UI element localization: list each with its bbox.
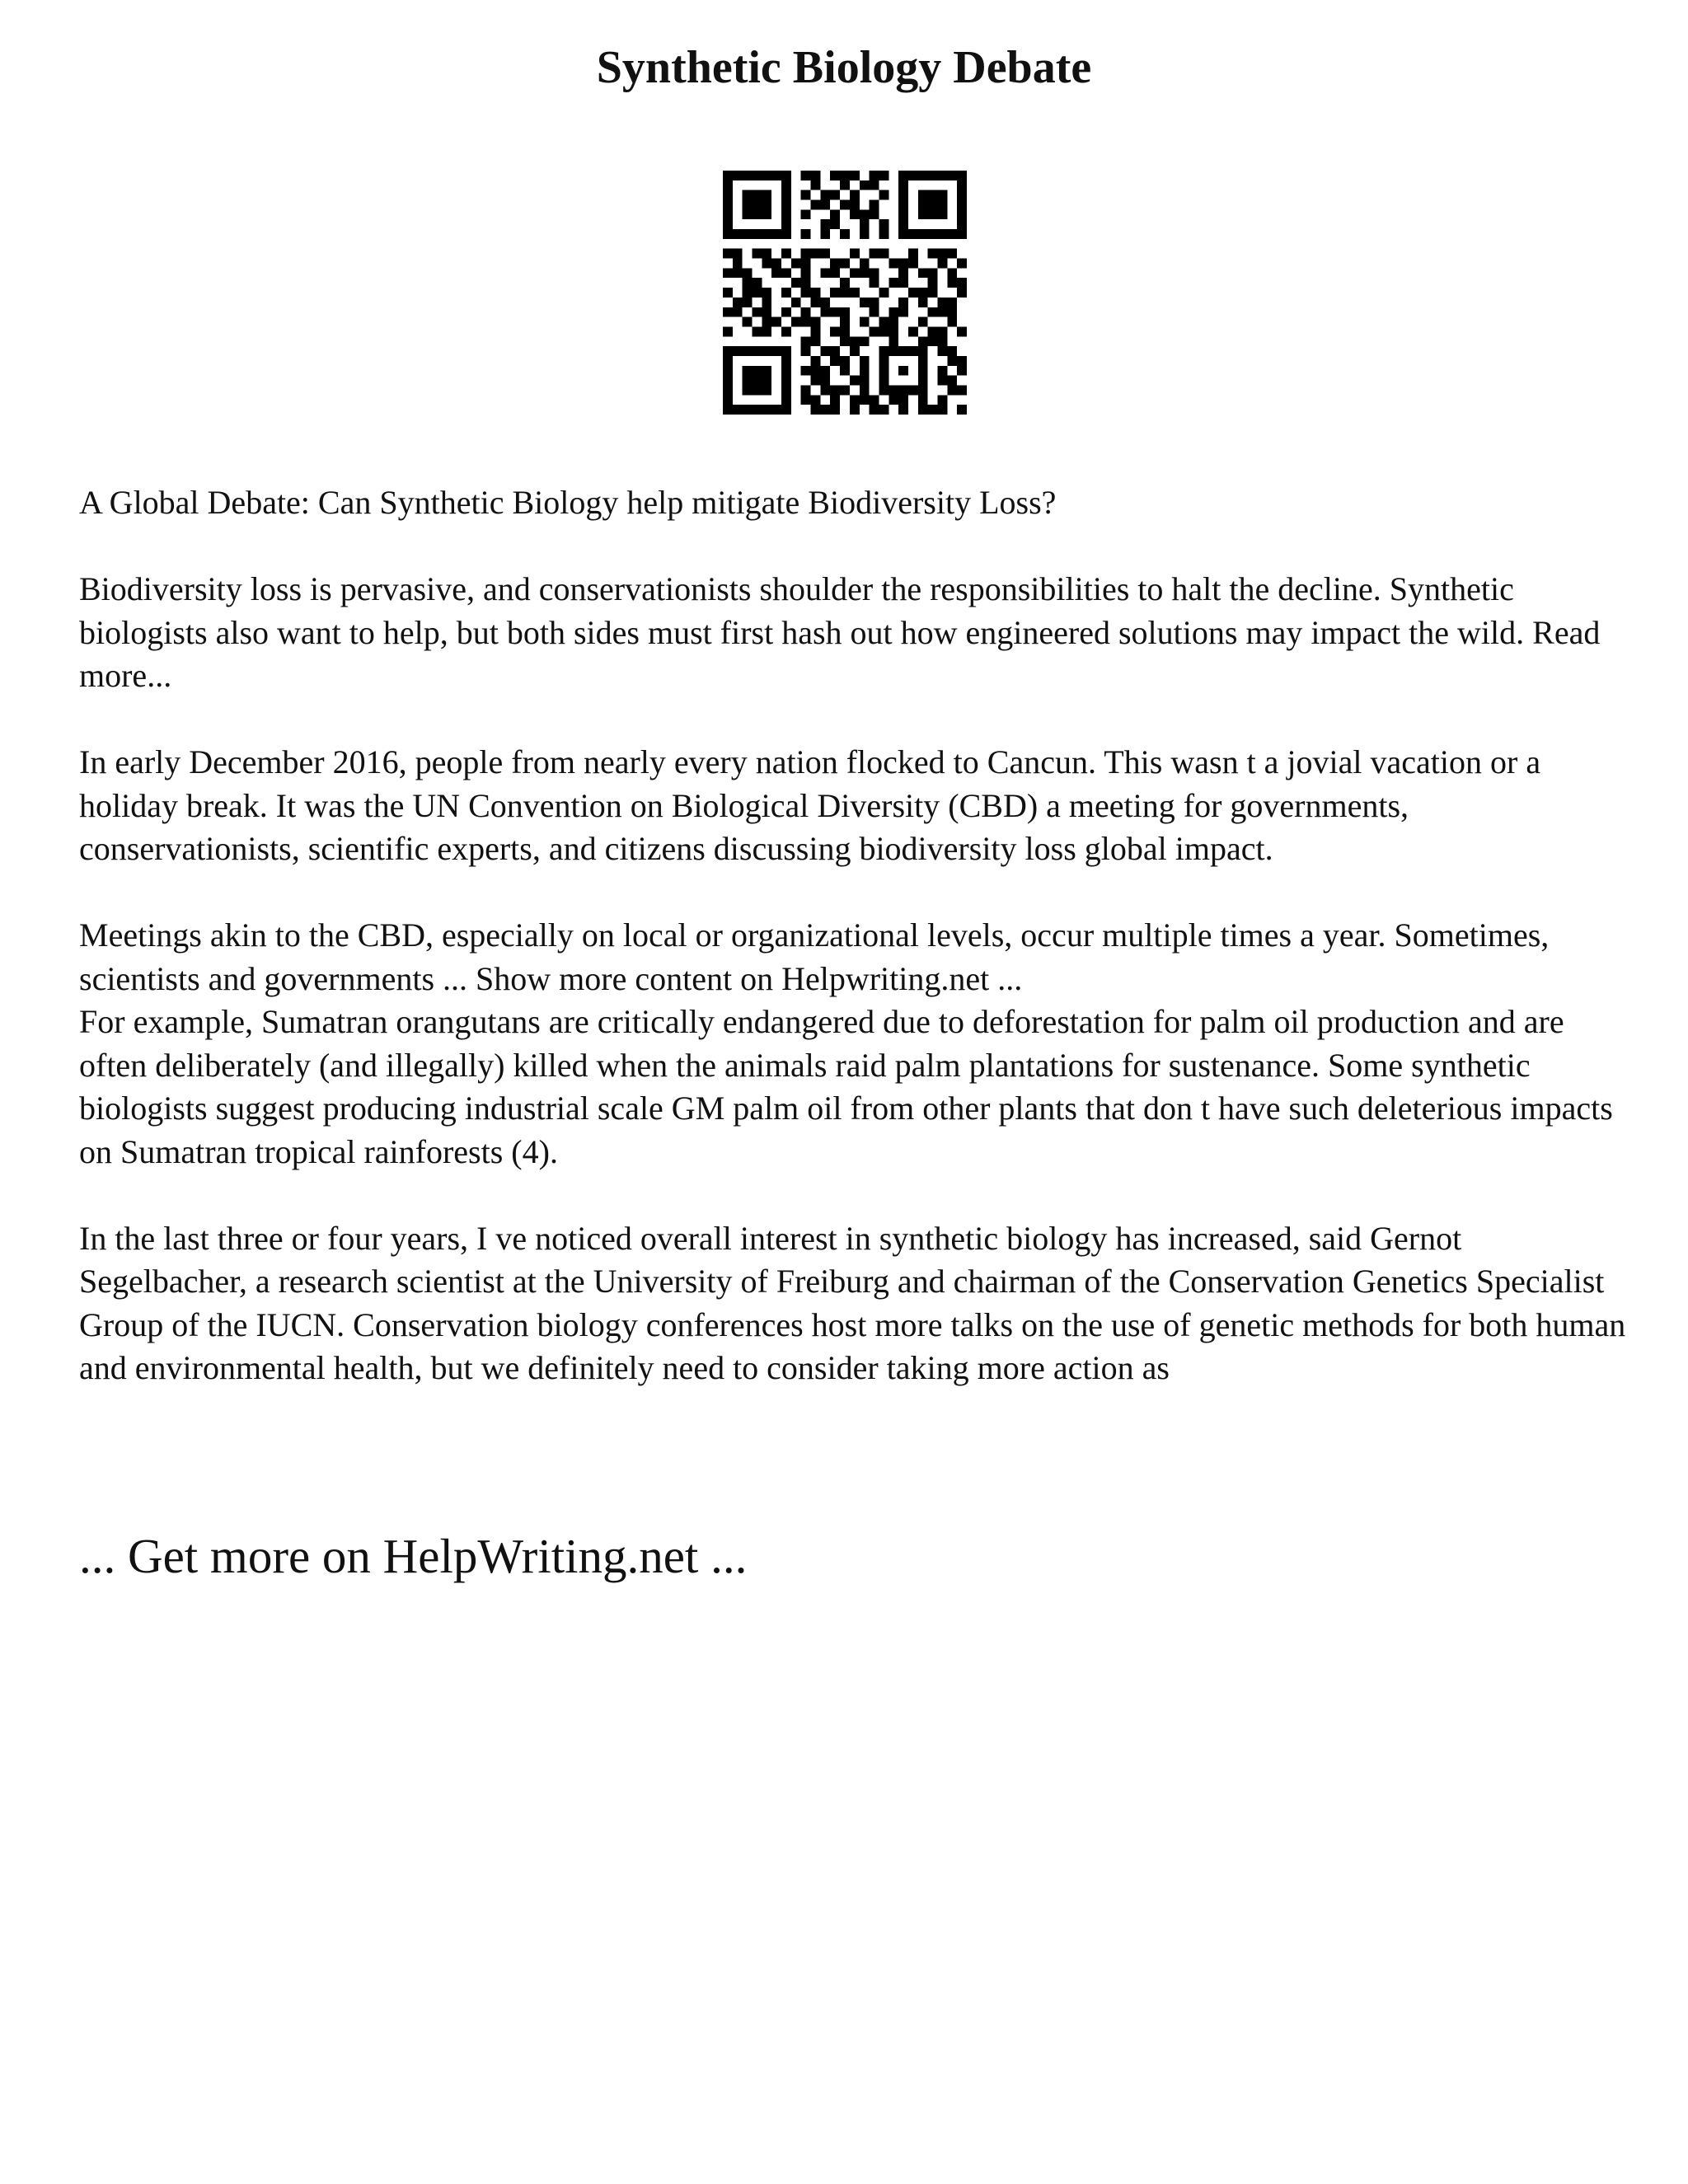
get-more-link[interactable]: ... Get more on HelpWriting.net ... — [79, 1529, 748, 1583]
summary-paragraph: Biodiversity loss is pervasive, and conservationists shoulder the responsibilities to halt the decline. Synthetic biologists also want to help, but both sides must first hash out how engineered solutions may impact the wild. Read more... — [79, 570, 1601, 694]
article-body — [79, 481, 1629, 1433]
qr-code-icon — [723, 171, 967, 415]
cbd-paragraph: In early December 2016, people from nearly every nation flocked to Cancun. This wasn t a jovial vacation or a holiday break. It was the UN Convention on Biological Diversity (CBD) a meeting for governments, conservationists, scientific experts, and citizens discussing biodiversity loss global impact. — [79, 743, 1541, 867]
page-title: Synthetic Biology Debate — [596, 42, 1092, 93]
qr-code-graphic — [723, 171, 967, 415]
segelbacher-paragraph: In the last three or four years, I ve noticed overall interest in synthetic biology has increased, said Gernot Segelbacher, a research scientist at the University of Freiburg and chairman of the Conservation Genetics Specialist Group of the IUCN. Conservation biology conferences host more talks on the use of genetic methods for both human and environmental health, but we definitely need to consider taking more action as — [79, 1219, 1626, 1386]
orangutan-paragraph: For example, Sumatran orangutans are critically endangered due to deforestation for palm oil production and are often deliberately (and illegally) killed when the animals raid palm plantations for sustenance. Some synthetic biologists suggest producing industrial scale GM palm oil from other plants that don t have such deleterious impacts on Sumatran tropical rainforests (4). — [79, 1003, 1613, 1170]
meetings-paragraph: Meetings akin to the CBD, especially on local or organizational levels, occur multiple times a year. Sometimes, scientists and governments ... Show more content on Helpwriting.net ... — [79, 916, 1550, 997]
intro-heading-paragraph: A Global Debate: Can Synthetic Biology help mitigate Biodiversity Loss? — [79, 484, 1057, 521]
